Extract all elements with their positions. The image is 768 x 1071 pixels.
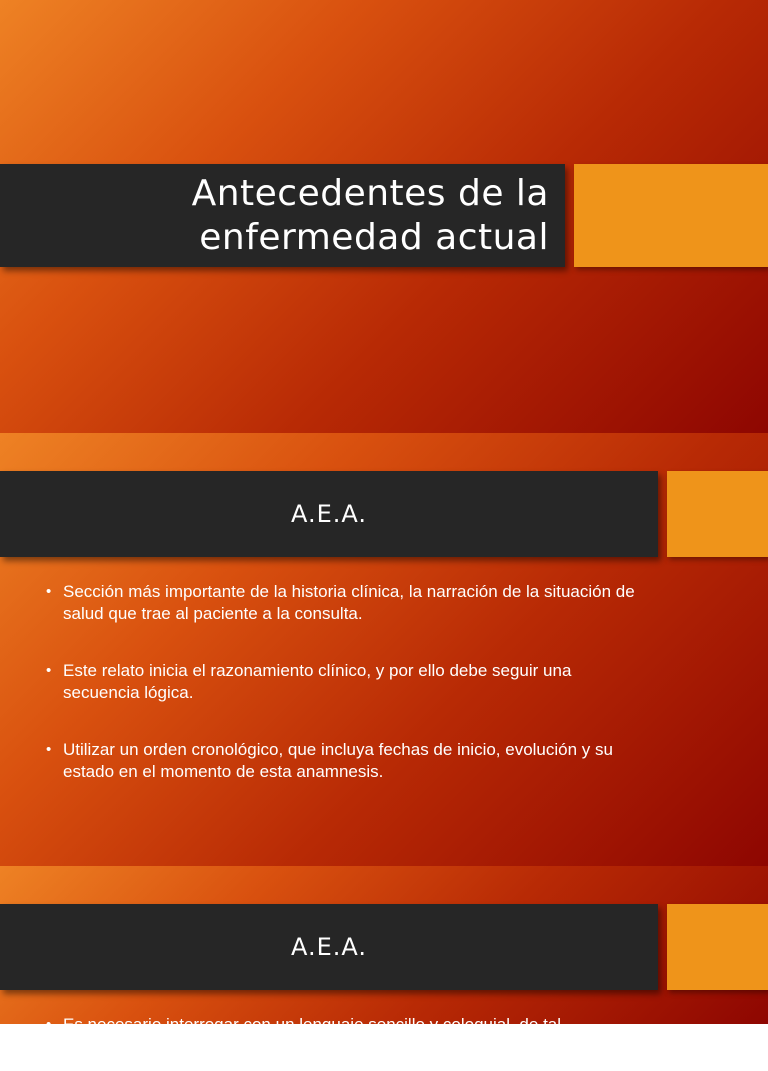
slide-aea-1 xyxy=(0,433,768,866)
bullet-text: Sección más importante de la historia clínica, la narración de la situación de salud que trae al paciente a la consulta. xyxy=(63,582,635,623)
header-accent-block xyxy=(667,904,768,990)
bullet-list xyxy=(46,1014,646,1071)
list-item xyxy=(46,660,646,704)
list-item xyxy=(46,581,646,625)
bullet-text: Es necesario interrogar con un lenguaje sencillo y coloquial, de tal xyxy=(63,1015,562,1034)
slide-header: A.E.A. xyxy=(290,933,368,961)
slide-aea-2 xyxy=(0,866,768,1034)
bullet-icon: • xyxy=(46,1016,52,1033)
bullet-icon: • xyxy=(46,583,52,600)
title-accent-block xyxy=(574,164,768,267)
slide-title-text xyxy=(192,164,549,267)
title-line-1: Antecedentes de la xyxy=(191,172,549,214)
bullet-icon: • xyxy=(46,662,52,679)
list-item xyxy=(46,739,646,783)
header-bar xyxy=(0,904,658,990)
header-accent-block xyxy=(667,471,768,557)
list-item xyxy=(46,1014,646,1036)
slide-header: A.E.A. xyxy=(290,500,368,528)
header-bar xyxy=(0,471,658,557)
bullet-icon: • xyxy=(46,741,52,758)
title-line-2: enfermedad actual xyxy=(199,216,549,258)
slide-title xyxy=(0,0,768,433)
title-bar xyxy=(0,164,565,267)
bullet-text: Utilizar un orden cronológico, que incluya fechas de inicio, evolución y su estado en el momento de esta anamnesis. xyxy=(63,740,613,781)
bullet-list xyxy=(46,581,646,818)
bullet-text: Este relato inicia el razonamiento clínico, y por ello debe seguir una secuencia lógica. xyxy=(63,661,572,702)
